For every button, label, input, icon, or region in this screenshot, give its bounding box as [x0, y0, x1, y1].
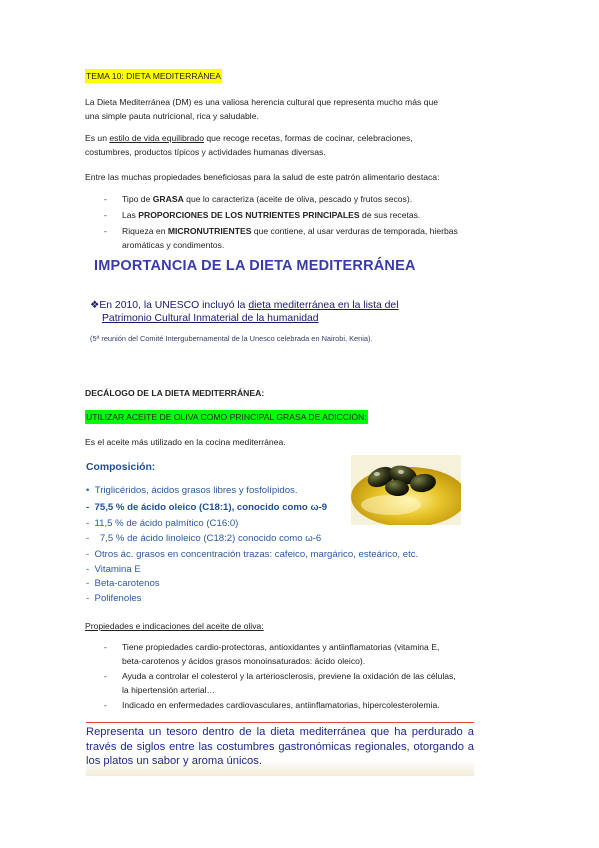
- composition-text: 75,5 % de ácido oleico (C18:1), conocido como ω-9: [94, 502, 328, 513]
- list-item: [0, 192, 599, 208]
- composition-text: Triglicéridos, ácidos grasos libres y fosfolípidos.: [94, 485, 298, 496]
- composition-item: [86, 564, 141, 575]
- list-text-line-1: Tiene propiedades cardio-protectoras, antioxidantes y antiinflamatorias (vitamina E,: [122, 642, 440, 652]
- composition-item: [86, 549, 418, 560]
- composition-item: [86, 533, 321, 544]
- unesco-link-1: dieta mediterránea en la lista del: [248, 300, 399, 311]
- composition-item: [86, 502, 327, 513]
- list-text: [122, 698, 532, 712]
- list-text: [122, 208, 522, 222]
- composition-mark: -: [86, 564, 90, 575]
- list-dash: -: [104, 210, 107, 220]
- composition-mark: -: [86, 518, 90, 529]
- composition-mark: -: [86, 533, 90, 544]
- composition-title: Composición:: [86, 462, 156, 473]
- page-title: TEMA 10: DIETA MEDITERRÁNEA: [86, 71, 221, 81]
- composition-text: 11,5 % de ácido palmítico (C16:0): [94, 518, 239, 529]
- composition-text: Vitamina E: [94, 564, 141, 575]
- lifestyle-link: estilo de vida equilibrado: [109, 133, 204, 143]
- list-text-post: de sus recetas.: [359, 210, 421, 220]
- list-text-line-2: aromáticas y condimentos.: [122, 240, 225, 250]
- list-dash: -: [104, 226, 107, 236]
- importance-title: IMPORTANCIA DE LA DIETA MEDITERRÁNEA: [94, 258, 416, 274]
- list-text-line-1: Ayuda a controlar el colesterol y la arteriosclerosis, previene la oxidación de las células,: [122, 671, 456, 681]
- composition-mark: -: [86, 502, 90, 513]
- list-dash: -: [104, 671, 107, 681]
- list-text-post: que lo caracteriza (aceite de oliva, pescado y frutos secos).: [183, 194, 413, 204]
- list-item: [0, 208, 599, 224]
- list-text-pre: Las: [122, 210, 139, 220]
- unesco-pre: En 2010, la UNESCO incluyó la: [99, 300, 249, 311]
- list-item: [0, 640, 599, 669]
- composition-text: Polifenoles: [94, 593, 142, 604]
- composition-item: [86, 593, 141, 604]
- lifestyle-line-1: [85, 131, 525, 145]
- intro-paragraph: [85, 95, 525, 123]
- composition-item: [86, 485, 298, 496]
- composition-text: Beta-carotenos: [94, 578, 160, 589]
- lifestyle-post: que recoge recetas, formas de cocinar, celebraciones,: [203, 133, 413, 143]
- quote-block: Representa un tesoro dentro de la dieta mediterránea que ha perdurado a través de siglos entre las costumbres gastronómicas regionales, otorgando a los platos un sabor y aroma únicos.: [86, 722, 474, 769]
- decalogo-point-1-text: Es el aceite más utilizado en la cocina mediterránea.: [85, 437, 286, 447]
- list-dash: -: [104, 700, 107, 710]
- unesco-note: (5ª reunión del Comité Intergubernamental de la Unesco celebrada en Nairobi, Kenia).: [90, 334, 373, 343]
- list-text-bold: MICRONUTRIENTES: [167, 226, 252, 236]
- list-text: [122, 640, 532, 668]
- benefits-list: [0, 192, 599, 254]
- list-item: [0, 224, 599, 254]
- list-item: [0, 669, 599, 698]
- intro-line-2: una simple pauta nutricional, rica y saludable.: [85, 111, 259, 121]
- unesco-line-1: [90, 299, 450, 312]
- list-text-pre: Riqueza en: [122, 226, 168, 236]
- list-text-line-2: beta-carotenos y ácidos grasos monoinsaturados: ácido oleico).: [122, 656, 366, 666]
- unesco-link-2: Patrimonio Cultural Inmaterial de la humanidad: [102, 313, 319, 324]
- composition-text: Otros ác. grasos en concentración trazas: cafeico, margárico, esteárico, etc.: [94, 549, 419, 560]
- decalogo-point-1: UTILIZAR ACEITE DE OLIVA COMO PRINCIPAL GRASA DE ADICCIÓN:: [86, 412, 367, 422]
- benefits-intro: Entre las muchas propiedades beneficiosas para la salud de este patrón alimentario destaca:: [85, 172, 440, 182]
- list-text-bold: PROPORCIONES DE LOS NUTRIENTES PRINCIPALES: [138, 210, 360, 220]
- list-text: [122, 224, 522, 252]
- composition-mark: •: [86, 485, 90, 496]
- composition-mark: -: [86, 549, 90, 560]
- composition-mark: -: [86, 578, 90, 589]
- list-item: [0, 698, 599, 714]
- list-text-line-1: Indicado en enfermedades cardiovasculares, antiinflamatorias, hipercolesterolemia.: [122, 700, 440, 710]
- lifestyle-line-2: costumbres, productos típicos y actividades humanas diversas.: [85, 147, 326, 157]
- lifestyle-pre: Es un: [85, 133, 110, 143]
- composition-mark: -: [86, 593, 90, 604]
- list-text: [122, 669, 532, 697]
- properties-list: [0, 640, 599, 714]
- properties-title: Propiedades e indicaciones del aceite de oliva:: [85, 621, 264, 631]
- lifestyle-paragraph: [85, 131, 525, 159]
- list-dash: -: [104, 194, 107, 204]
- list-text-line-2: la hipertensión arterial…: [122, 685, 216, 695]
- olive-oil-dish-image: [351, 455, 461, 525]
- list-text-bold: GRASA: [152, 194, 184, 204]
- unesco-paragraph: [90, 299, 450, 325]
- list-text-pre: Tipo de: [122, 194, 153, 204]
- unesco-line-2: [90, 312, 450, 325]
- composition-item: [86, 578, 160, 589]
- composition-item: [86, 518, 238, 529]
- list-text-post: que contiene, al usar verduras de temporada, hierbas: [251, 226, 458, 236]
- list-dash: -: [104, 642, 107, 652]
- intro-line-1: La Dieta Mediterránea (DM) es una valiosa herencia cultural que representa mucho más que: [85, 97, 439, 107]
- olive-oil-image: [351, 455, 461, 525]
- decalogo-title: DECÁLOGO DE LA DIETA MEDITERRÁNEA:: [85, 388, 265, 398]
- bullet-diamond-icon: ❖: [90, 300, 100, 311]
- composition-text: 7,5 % de ácido linoleico (C18:2) conocido como ω-6: [94, 533, 322, 544]
- list-text: [122, 192, 522, 206]
